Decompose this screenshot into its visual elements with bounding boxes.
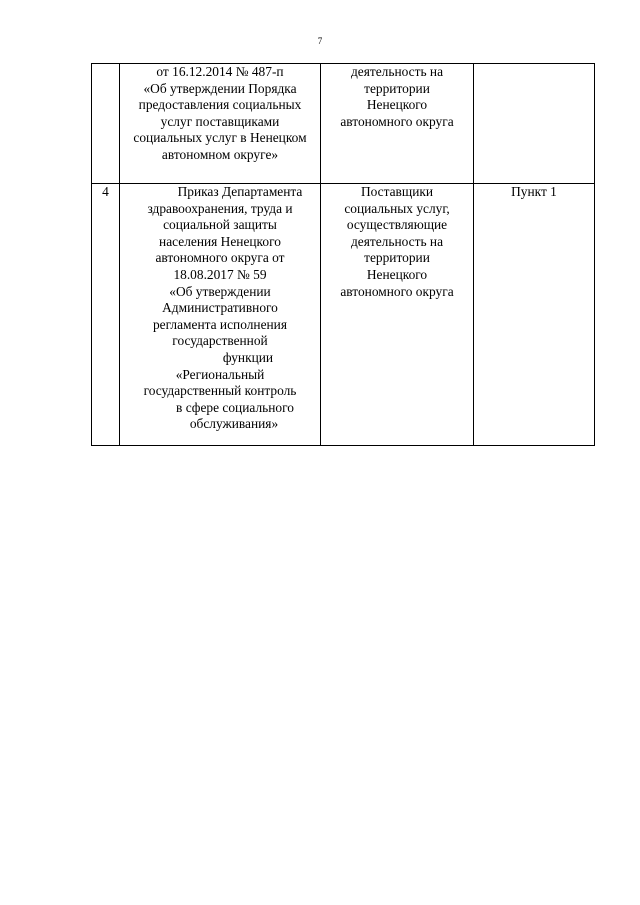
document-line: здравоохранения, труда и <box>147 200 293 216</box>
document-line: предоставления социальных <box>138 97 302 113</box>
document-line: населения Ненецкого <box>159 233 281 249</box>
affected-line: территории <box>364 250 430 266</box>
document-line: от 16.12.2014 № 487-п <box>156 64 284 79</box>
document-line: автономном округе» <box>161 146 279 162</box>
table-row <box>92 64 595 184</box>
affected-line: автономного округа <box>340 283 454 299</box>
document-line: государственной <box>172 333 268 349</box>
document-line: обслуживания» <box>189 416 279 432</box>
affected-parties-cell <box>321 184 474 446</box>
document-line: государственный контроль <box>143 383 297 399</box>
affected-line: социальных услуг, <box>344 200 450 216</box>
document-line: «Об утверждении Порядка <box>143 80 297 96</box>
page-number: 7 <box>317 36 323 46</box>
affected-line: Ненецкого <box>366 97 428 113</box>
document-line: функции <box>222 349 274 365</box>
affected-line: территории <box>364 80 430 96</box>
document-line: социальной защиты <box>163 217 277 233</box>
clause-cell <box>474 64 595 184</box>
affected-line: деятельность на <box>350 233 444 249</box>
document-line: Приказ Департамента <box>177 184 303 199</box>
document-line: социальных услуг в Ненецком <box>133 130 307 146</box>
affected-line: осуществляющие <box>346 217 448 233</box>
document-line: Административного <box>162 300 278 316</box>
clause-cell: Пункт 1 <box>474 184 595 446</box>
affected-line: Поставщики <box>360 184 434 199</box>
affected-line: автономного округа <box>340 113 454 129</box>
document-cell <box>120 64 321 184</box>
document-line: автономного округа от <box>155 250 285 266</box>
document-line: услуг поставщиками <box>160 113 280 129</box>
affected-line: деятельность на <box>350 64 444 79</box>
regulations-table <box>91 63 595 446</box>
affected-line: Ненецкого <box>366 266 428 282</box>
document-line: 18.08.2017 № 59 <box>173 266 267 282</box>
document-line: «Об утверждении <box>169 283 271 299</box>
affected-parties-cell <box>321 64 474 184</box>
document-line: регламента исполнения <box>152 316 288 332</box>
document-line: в сфере социального <box>176 399 294 415</box>
document-cell <box>120 184 321 446</box>
table-row <box>92 184 595 446</box>
row-number-cell: 4 <box>92 184 120 446</box>
row-number-cell <box>92 64 120 184</box>
document-line: «Региональный <box>175 366 265 382</box>
